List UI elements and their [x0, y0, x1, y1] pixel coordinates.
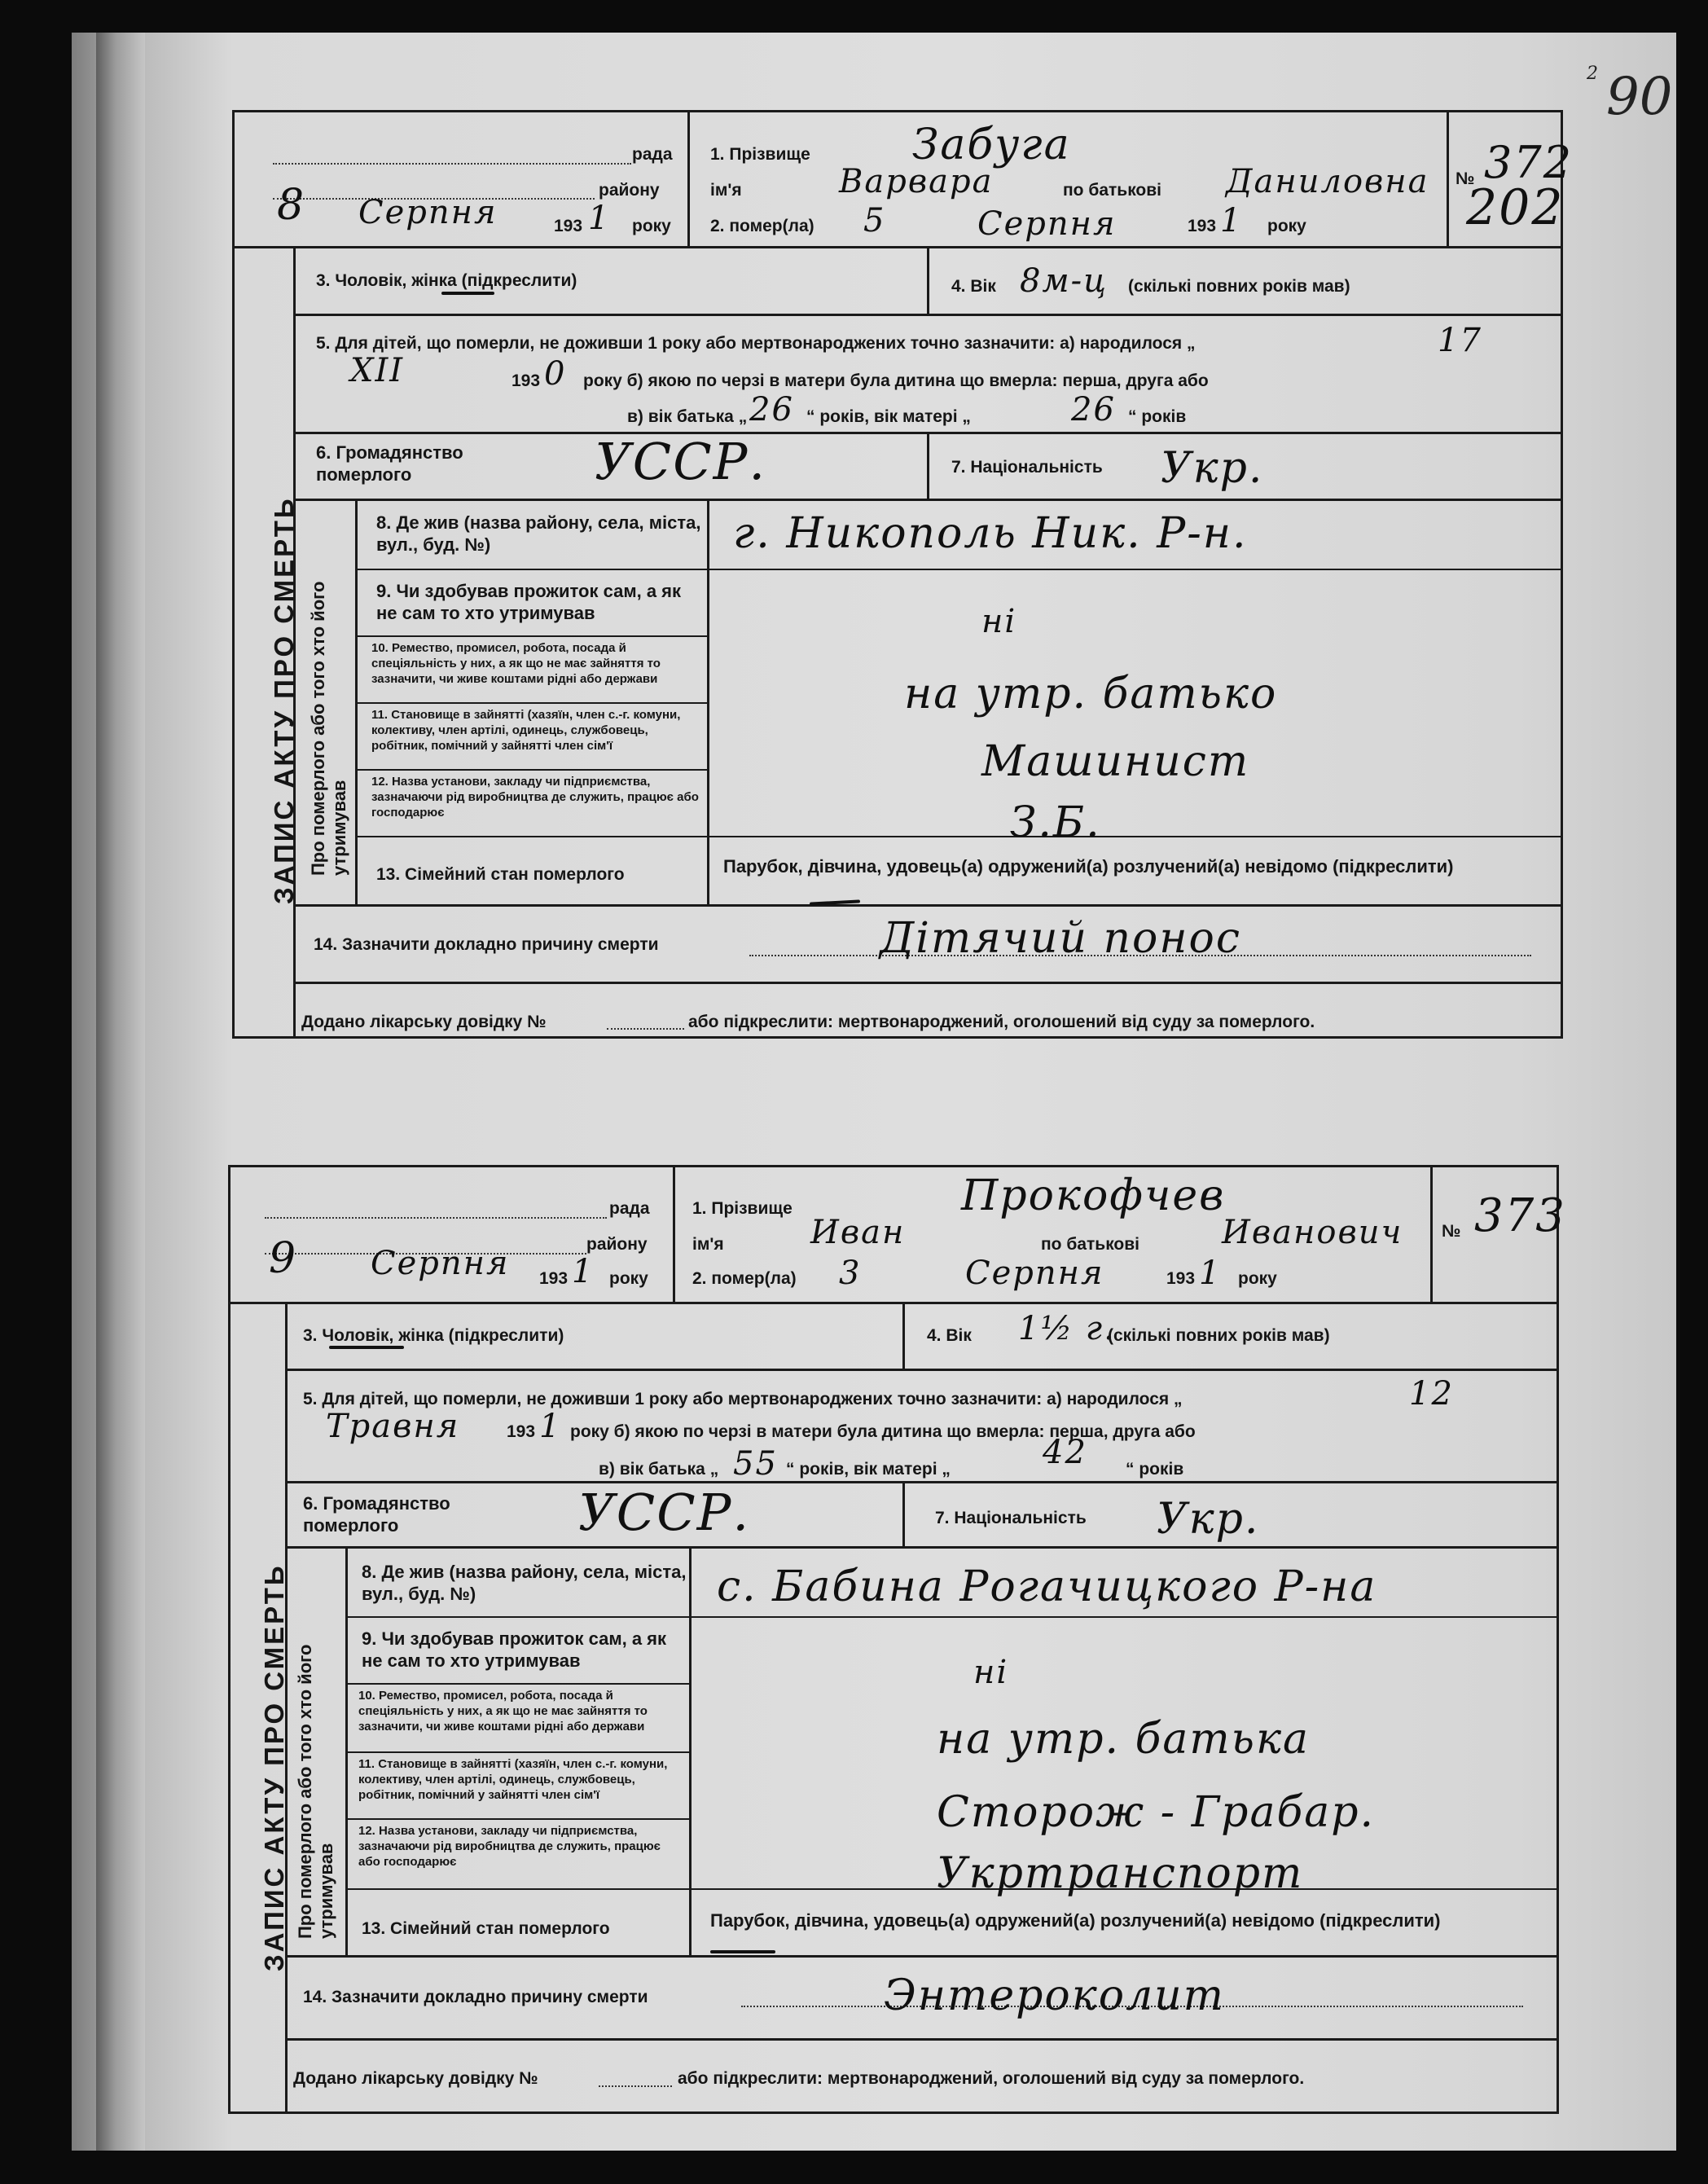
died-year-prefix: 193 [1166, 1269, 1196, 1288]
reg-month: Серпня [371, 1245, 510, 1282]
children-day: 12 [1409, 1375, 1454, 1413]
q14-label: 14. Зазначити докладно причину смерти [314, 935, 659, 954]
children-line2: року б) якою по черзі в матери була дитина що вмерла: перша, друга або [570, 1422, 1196, 1441]
raion-label: району [586, 1235, 648, 1254]
vertical-title: ЗАПИС АКТУ ПРО СМЕРТЬ [269, 496, 299, 904]
children-month: XII [350, 352, 405, 389]
a10-value: Машинист [981, 737, 1250, 786]
sex-label: 3. Чоловік, жінка (підкреслити) [316, 271, 577, 290]
name-label: ім'я [692, 1235, 724, 1254]
died-month: Серпня [977, 205, 1117, 243]
a9-b-value: на утр. батька [937, 1715, 1311, 1764]
children-line1: 5. Для дітей, що померли, не доживши 1 року або мертвонароджених точно зазначити: а) народилося „ [316, 334, 1196, 353]
reg-year-suffix: року [609, 1269, 648, 1288]
a10-value: Сторож - Грабар. [937, 1788, 1376, 1837]
record-number: 373 [1474, 1189, 1566, 1242]
q10-label: 10. Ремество, промисел, робота, посада й спеціяльність у них, а як що не має зайняття то зазначити, чи живе коштами рідні або держави [358, 1689, 648, 1734]
citizenship-value: УССР. [578, 1483, 751, 1542]
children-line3b: “ років, вік матері „ [786, 1460, 951, 1479]
surname-label: 1. Прізвище [692, 1199, 793, 1218]
patronymic-label: по батькові [1041, 1235, 1139, 1254]
vertical-side-label: Про померлого або того хто його утримував [308, 581, 349, 876]
patronymic-value: Иванович [1222, 1214, 1403, 1251]
q12-label: 12. Назва установи, закладу чи підприємства, зазначаючи рід виробництва де служить, працює або господарює [358, 1824, 661, 1869]
a13-options: Парубок, дівчина, удовець(а) одружений(а) розлучений(а) невідомо (підкреслити) [710, 1910, 1441, 1931]
children-line3c: “ років [1126, 1460, 1184, 1479]
reg-year-digit: 1 [588, 200, 611, 237]
footer-cert-label: Додано лікарську довідку № [301, 1013, 547, 1031]
died-year-suffix: року [1267, 217, 1306, 235]
died-year-digit: 1 [1220, 202, 1243, 239]
surname-value: Забуга [912, 121, 1071, 169]
citizenship-label: 6. Громадянство померлого [303, 1493, 450, 1536]
reg-year-suffix: року [632, 217, 671, 235]
citizenship-value: УССР. [595, 432, 767, 491]
footer-text: або підкреслити: мертвонароджений, оголошений від суду за померлого. [688, 1013, 1315, 1031]
patronymic-label: по батькові [1063, 181, 1161, 200]
children-line3c: “ років [1128, 407, 1187, 426]
q11-label: 11. Становище в зайнятті (хазяїн, член с.-г. комуни, колективу, член артілі, одинець, службовець, робітник, помічний у зайнятті член сім'ї [358, 1757, 668, 1802]
surname-label: 1. Прізвище [710, 145, 810, 164]
mother-age: 26 [1071, 391, 1116, 428]
children-year-prefix: 193 [512, 371, 541, 390]
footer-text: або підкреслити: мертвонароджений, оголошений від суду за померлого. [678, 2069, 1305, 2088]
q11-label: 11. Становище в зайнятті (хазяїн, член с.-г. комуни, колективу, член артілі, одинець, службовець, робітник, помічний у зайнятті член сім'ї [371, 708, 681, 753]
nationality-value: Укр. [1161, 444, 1264, 493]
a9-value: ні [973, 1654, 1009, 1691]
age-note: (скількі повних років мав) [1108, 1326, 1330, 1345]
sex-underline [329, 1346, 404, 1349]
father-age: 26 [749, 391, 794, 428]
q12-label: 12. Назва установи, закладу чи підприємства, зазначаючи рід виробництва де служить, працює або господарює [371, 775, 699, 820]
q13-label: 13. Сімейний стан померлого [376, 865, 625, 884]
reg-year-prefix: 193 [554, 217, 583, 235]
a9-b-value: на утр. батько [904, 670, 1278, 718]
footer-cert-label: Додано лікарську довідку № [293, 2069, 538, 2088]
children-day: 17 [1438, 322, 1482, 359]
age-value: 8м-ц [1020, 262, 1109, 300]
q8-label: 8. Де жив (назва району, села, міста, вул., буд. №) [376, 512, 701, 555]
binding-spine [96, 33, 145, 2151]
children-line2: року б) якою по черзі в матери була дитина що вмерла: перша, друга або [583, 371, 1209, 390]
a13-underline [710, 1950, 775, 1953]
record-number: 372 [1484, 137, 1574, 188]
nationality-value: Укр. [1157, 1495, 1260, 1544]
nationality-label: 7. Національність [951, 458, 1103, 477]
children-year-prefix: 193 [507, 1422, 536, 1441]
children-line3: в) вік батька „ [599, 1460, 719, 1479]
q8-label: 8. Де жив (назва району, села, міста, вул., буд. №) [362, 1562, 687, 1604]
reg-day: 8 [277, 181, 306, 230]
citizenship-label: 6. Громадянство померлого [316, 442, 463, 485]
children-line3b: “ років, вік матері „ [806, 407, 971, 426]
died-month: Серпня [965, 1255, 1104, 1292]
raion-label: району [599, 181, 660, 200]
children-year: 1 [539, 1408, 562, 1445]
children-year: 0 [544, 355, 567, 393]
age-value: 1½ г. [1018, 1310, 1116, 1347]
a8-value: г. Никополь Ник. Р-н. [733, 509, 1248, 558]
record-number-label: № [1442, 1222, 1461, 1241]
died-label: 2. помер(ла) [692, 1269, 797, 1288]
died-year-suffix: року [1238, 1269, 1277, 1288]
surname-value: Прокофчев [961, 1171, 1226, 1220]
q9-label: 9. Чи здобував прожиток сам, а як не сам то хто утримував [376, 581, 682, 623]
q14-label: 14. Зазначити докладно причину смерти [303, 1988, 648, 2006]
died-label: 2. помер(ла) [710, 217, 814, 235]
died-day: 5 [863, 202, 886, 239]
patronymic-value: Даниловна [1226, 163, 1429, 200]
children-month: Травня [326, 1408, 460, 1445]
nationality-label: 7. Національність [935, 1509, 1087, 1527]
record-number-label: № [1456, 169, 1475, 188]
a8-value: с. Бабина Рогачицкого Р-на [717, 1562, 1377, 1611]
reg-month: Серпня [358, 194, 498, 231]
name-value: Иван [810, 1214, 906, 1251]
record-number-extra: 202 [1466, 179, 1565, 236]
q13-label: 13. Сімейний стан померлого [362, 1919, 610, 1938]
vertical-title: ЗАПИС АКТУ ПРО СМЕРТЬ [259, 1563, 289, 1971]
reg-year-prefix: 193 [539, 1269, 569, 1288]
died-year-digit: 1 [1199, 1255, 1222, 1292]
vertical-side-label: Про померлого або того хто його утримував [295, 1644, 336, 1939]
cause-of-death: Дітячий понос [880, 914, 1241, 963]
q9-label: 9. Чи здобував прожиток сам, а як не сам то хто утримував [362, 1628, 667, 1671]
age-label: 4. Вік [927, 1326, 972, 1345]
page-number: 90 [1606, 67, 1673, 127]
a9-value: ні [981, 603, 1017, 640]
cause-of-death: Энтероколит [884, 1971, 1225, 2020]
sex-label: 3. Чоловік, жінка (підкреслити) [303, 1326, 564, 1345]
rada-label: рада [609, 1199, 650, 1218]
q10-label: 10. Ремество, промисел, робота, посада й спеціяльність у них, а як що не має зайняття то зазначити, чи живе коштами рідні або держави [371, 641, 661, 686]
father-age: 55 [733, 1445, 778, 1483]
page-mark-small: 2 [1587, 64, 1598, 84]
rada-label: рада [632, 145, 673, 164]
name-label: ім'я [710, 181, 742, 200]
reg-day: 9 [269, 1234, 298, 1283]
a11-value: З.Б. [1010, 798, 1101, 847]
age-note: (скількі повних років мав) [1128, 277, 1350, 296]
a13-options: Парубок, дівчина, удовець(а) одружений(а) розлучений(а) невідомо (підкреслити) [723, 856, 1454, 877]
reg-year-digit: 1 [572, 1253, 595, 1290]
a11-value: Укртранспорт [937, 1849, 1304, 1898]
children-line3: в) вік батька „ [627, 407, 748, 426]
mother-age: 42 [1043, 1434, 1087, 1471]
died-year-prefix: 193 [1188, 217, 1217, 235]
children-line1: 5. Для дітей, що померли, не доживши 1 року або мертвонароджених точно зазначити: а) народилося „ [303, 1390, 1183, 1408]
age-label: 4. Вік [951, 277, 996, 296]
sex-underline [441, 292, 494, 295]
name-value: Варвара [839, 163, 994, 200]
died-day: 3 [839, 1255, 862, 1292]
